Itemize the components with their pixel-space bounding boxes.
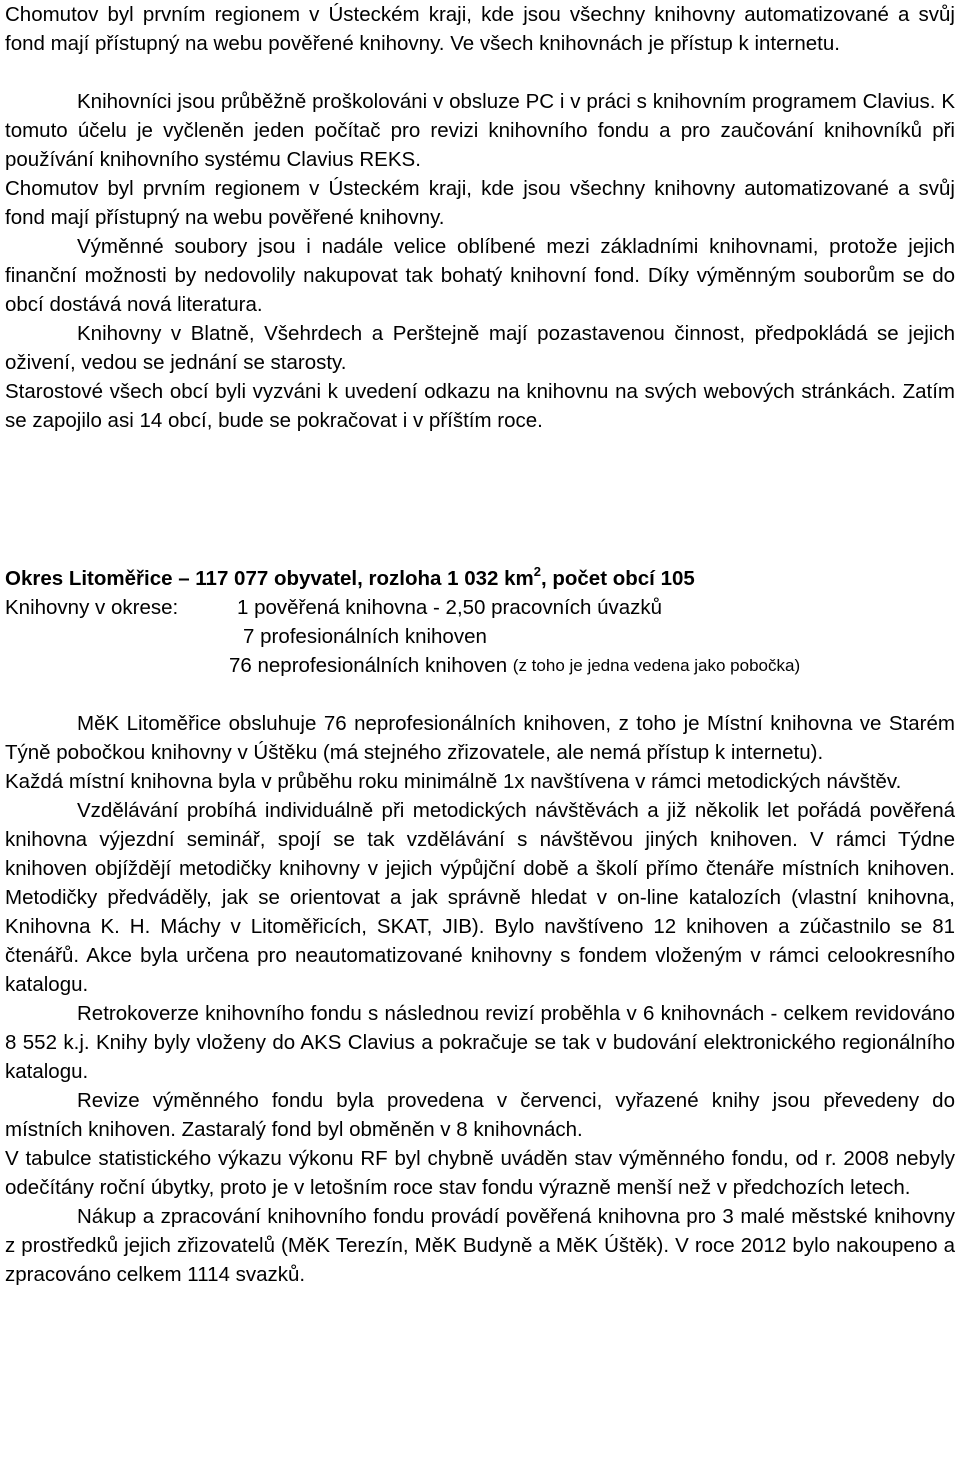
district-heading-text: Okres Litoměřice – 117 077 obyvatel, rozloha 1 032 km [5, 567, 534, 590]
paragraph-exchange-sets: Výměnné soubory jsou i nadále velice oblíbené mezi základními knihovnami, protože jejich finanční možnosti by nedovolily nakupovat tak bohatý knihovní fond. Díky výměnným souborům se do obcí dostává nová literatura. [5, 235, 955, 316]
paragraph-exchange-revision: Revize výměnného fondu byla provedena v červenci, vyřazené knihy jsou převedeny do místních knihoven. Zastaralý fond byl obměněn v 8 knihovnách. [5, 1089, 955, 1141]
paragraph-training: Knihovníci jsou průběžně proškolováni v obsluze PC i v práci s knihovním programem Clavius. K tomuto účelu je vyčleněn jeden počítač pro revizi knihovního fondu a pro zaučování knihovníků při používání knihovního systému Clavius REKS. [5, 90, 955, 171]
libraries-line-3 [5, 651, 955, 680]
libraries-professional-value: 7 profesionálních knihoven [243, 625, 487, 648]
libraries-nonprofessional-value: 76 neprofesionálních knihoven [229, 654, 508, 677]
paragraph-education: Vzdělávání probíhá individuálně při metodických návštěvách a již několik let pořádá pověřená knihovna výjezdní seminář, spojí se tak vzdělávání s návštěvou jiných knihoven. V rámci Týdne knihoven objíždějí metodičky knihovny v jejich výpůjční době a školí přímo čtenáře místních knihoven. Metodičky předváděly, jak se orientovat a jak správně hledat v on-line katalozích (vlastní knihovna, Knihovna K. H. Máchy v Litoměřicích, SKAT, JIB). Bylo navštíveno 12 knihoven a zúčastnilo se 81 čtenářů. Akce byla určena pro neautomatizované knihovny s fondem vloženým v rámci celookresního katalogu. [5, 799, 955, 996]
paragraph-mayors: Starostové všech obcí byli vyzváni k uvedení odkazu na knihovnu na svých webových stránkách. Zatím se zapojilo asi 14 obcí, bude se pokračovat i v příštím roce. [5, 380, 955, 432]
spacer [5, 435, 955, 564]
libraries-nonprofessional-note: (z toho je jedna vedena jako pobočka) [512, 656, 801, 675]
paragraph-retroconversion: Retrokoverze knihovního fondu s následnou revizí proběhla v 6 knihovnách - celkem revidováno 8 552 k.j. Knihy byly vloženy do AKS Clavius a pokračuje se tak v budování elektronického regionálního katalogu. [5, 1002, 955, 1083]
spacer [5, 680, 955, 709]
paragraph-suspended-libraries: Knihovny v Blatně, Všehrdech a Perštejně mají pozastavenou činnost, předpokládá se jejich oživení, vedou se jednání se starosty. [5, 322, 955, 374]
district-heading [5, 564, 955, 593]
district-heading-tail: , počet obcí 105 [540, 567, 695, 590]
spacer [5, 58, 955, 87]
paragraph-chomutov-first: Chomutov byl prvním regionem v Ústeckém kraji, kde jsou všechny knihovny automatizované a svůj fond mají přístupný na webu pověřené knihovny. Ve všech knihovnách je přístup k internetu. [5, 3, 955, 55]
libraries-line-1 [5, 593, 955, 622]
paragraph-visits: Každá místní knihovna byla v průběhu roku minimálně 1x navštívena v rámci metodických návštěv. [5, 770, 902, 793]
libraries-label: Knihovny v okrese: [5, 596, 179, 619]
district-heading-superscript: 2 [533, 564, 541, 579]
libraries-county-value: 1 pověřená knihovna - 2,50 pracovních úvazků [237, 596, 663, 619]
paragraph-chomutov-second: Chomutov byl prvním regionem v Ústeckém kraji, kde jsou všechny knihovny automatizované a svůj fond mají přístupný na webu pověřené knihovny. [5, 177, 955, 229]
paragraph-mek-litomerice: MěK Litoměřice obsluhuje 76 neprofesionálních knihoven, z toho je Místní knihovna ve Starém Týně pobočkou knihovny v Úštěku (má stejného zřizovatele, ale nemá přístup k internetu). [5, 712, 955, 764]
paragraph-statistics: V tabulce statistického výkazu výkonu RF byl chybně uváděn stav výměnného fondu, od r. 2008 nebyly odečítány roční úbytky, proto je v letošním roce stav fondu výrazně menší než v předchozích letech. [5, 1147, 955, 1199]
document-page [5, 0, 955, 1289]
libraries-line-2 [5, 622, 955, 651]
paragraph-acquisition: Nákup a zpracování knihovního fondu provádí pověřená knihovna pro 3 malé městské knihovny z prostředků jejich zřizovatelů (MěK Terezín, MěK Budyně a MěK Úštěk). V roce 2012 bylo nakoupeno a zpracováno celkem 1114 svazků. [5, 1205, 955, 1286]
